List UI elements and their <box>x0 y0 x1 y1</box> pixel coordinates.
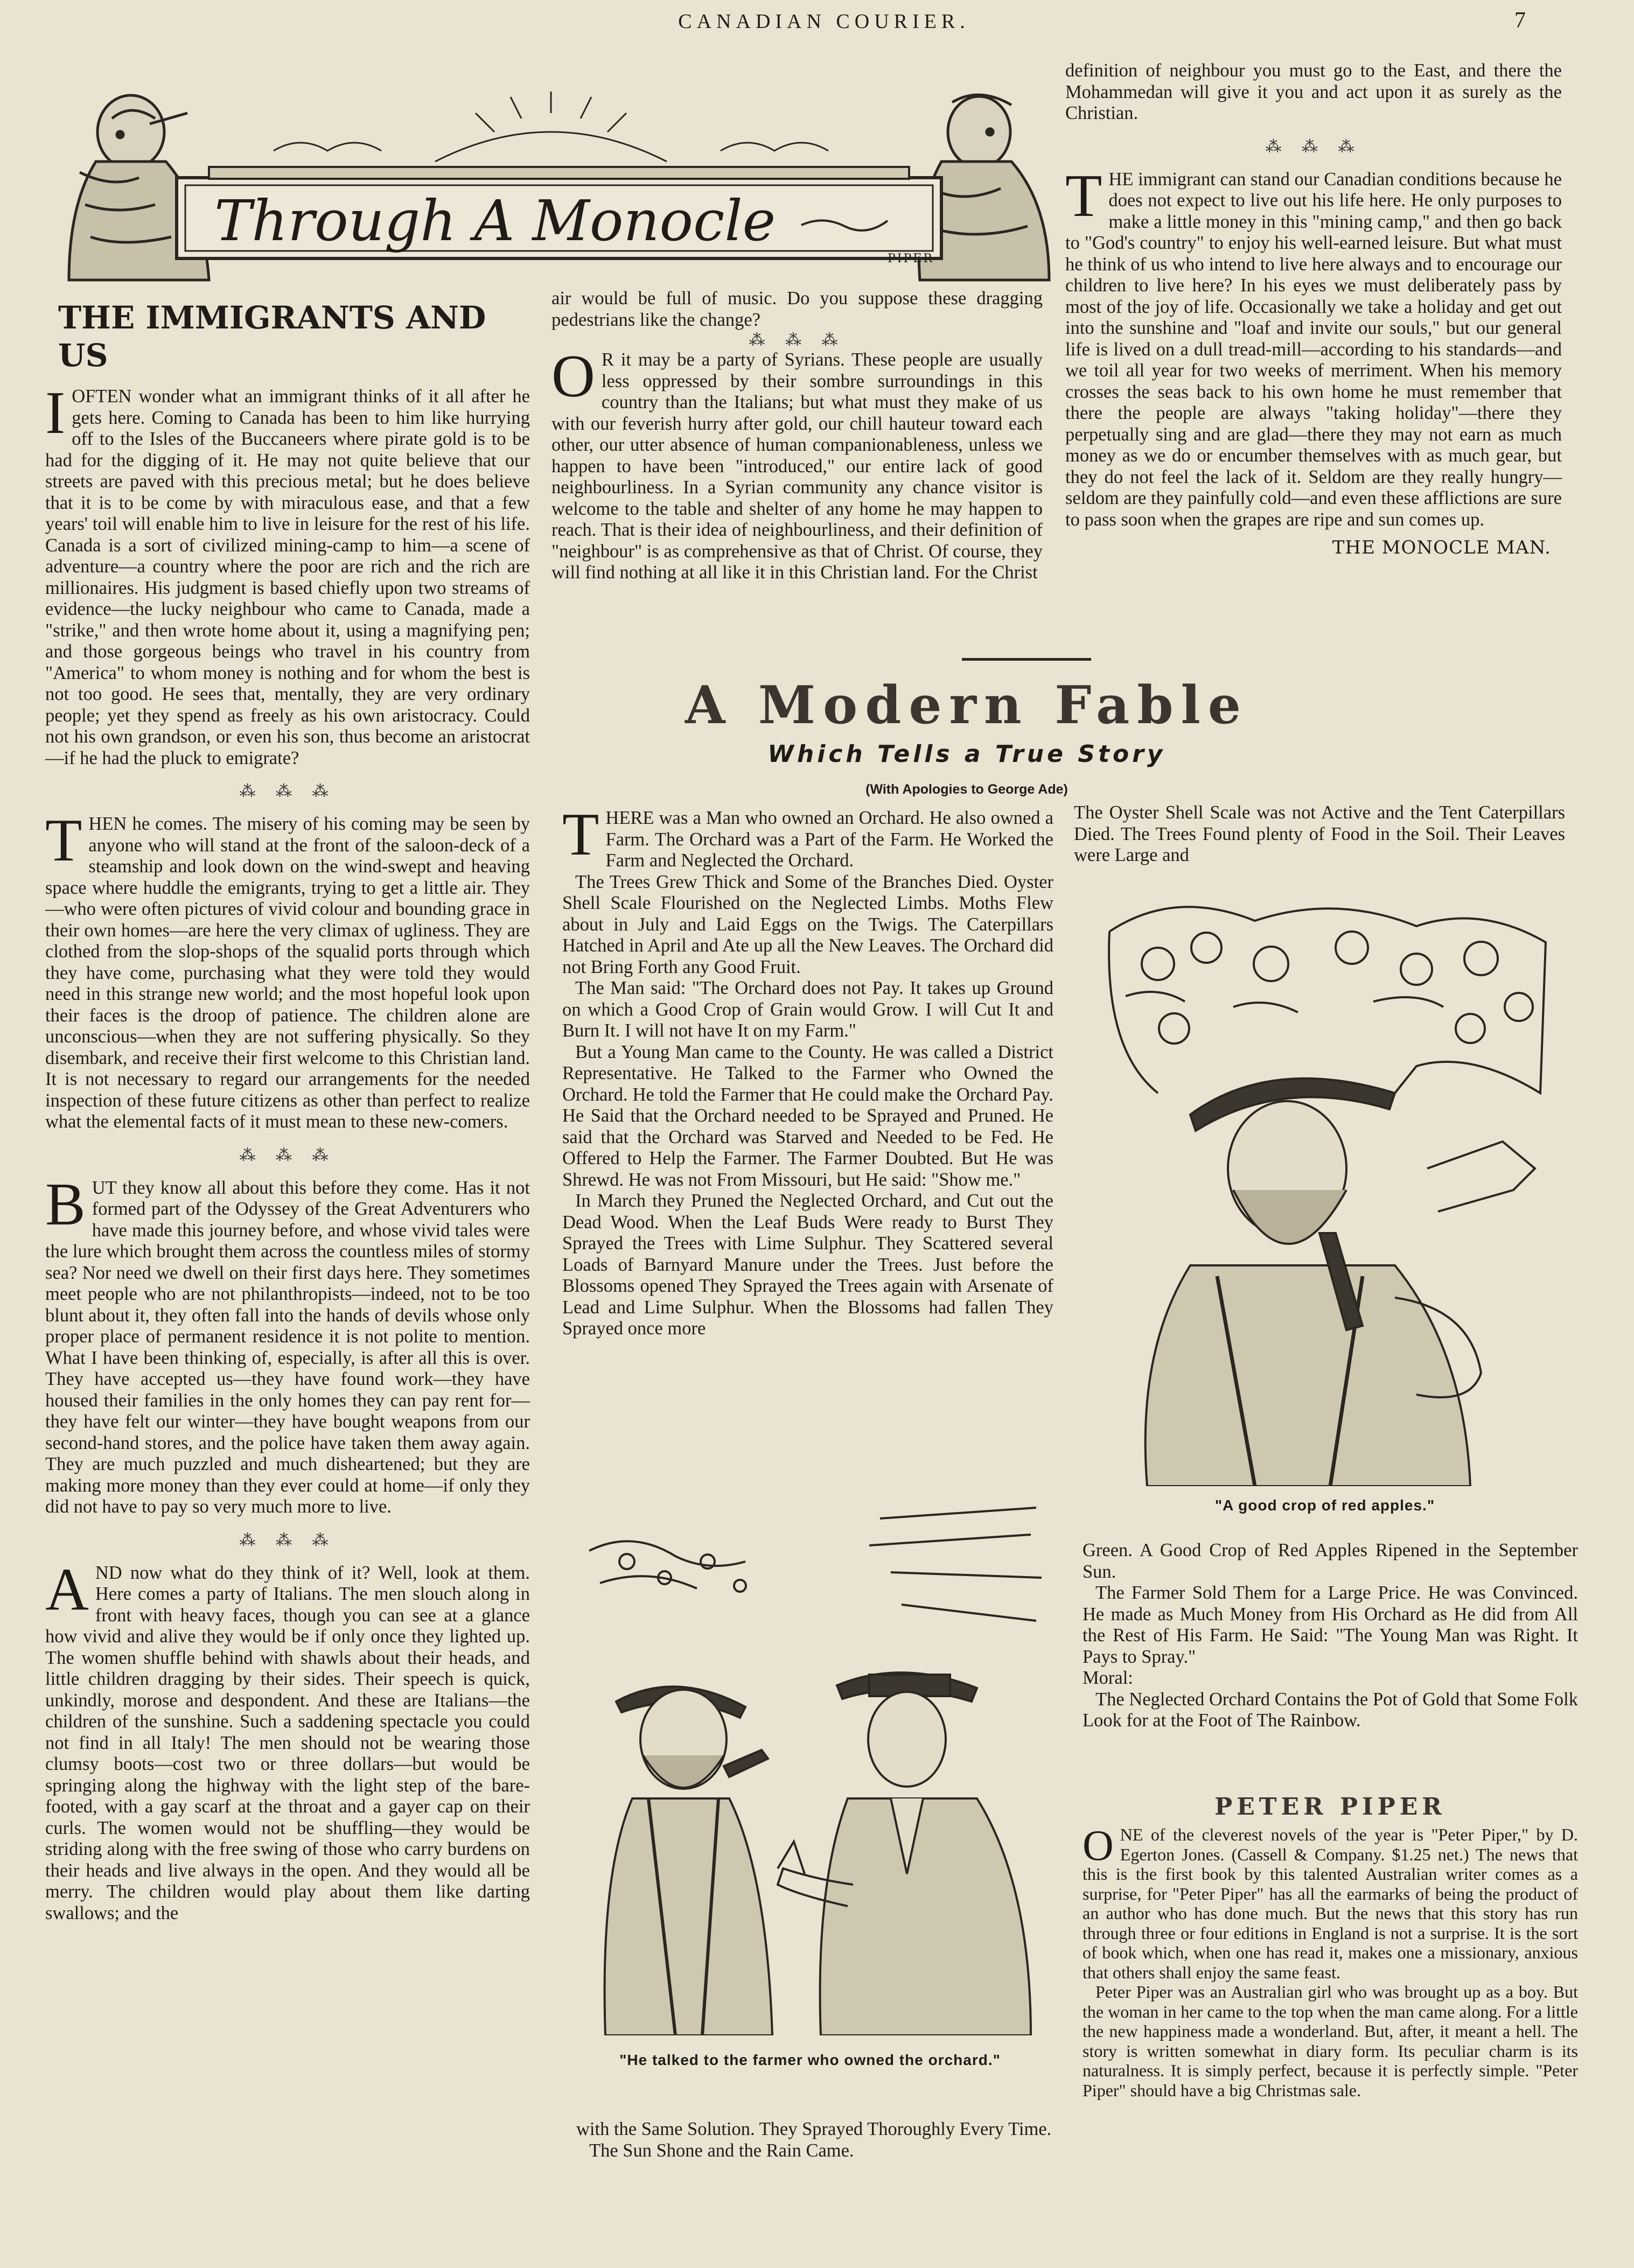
fable-moral: The Neglected Orchard Contains the Pot of Gold that Some Folk Look for at the Foot of The Rainbow. <box>1083 1689 1578 1731</box>
fable-column-left <box>562 801 1053 1486</box>
banner-artist-signature: PIPER <box>888 252 934 265</box>
column-3-top <box>1065 60 1562 642</box>
apples-caption: "A good crop of red apples." <box>1214 1497 1435 1514</box>
illustration-two-men <box>568 1497 1052 2035</box>
review-paragraph-2: Peter Piper was an Australian girl who was brought up as a boy. But the woman in her came to the top when the man came along. For a little the new happiness made a wonderland. But, after, it meant a hell. The story is written somewhat in diary form. Its peculiar charm is its naturalness. It is simply perfect, because it is perfectly simple. "Peter Piper" should have a big Christmas sale. <box>1083 1982 1578 2100</box>
section-rule <box>962 658 1091 661</box>
fable-paragraph-9: Green. A Good Crop of Red Apples Ripened in the September Sun. <box>1083 1540 1578 1582</box>
column-1 <box>45 299 530 2259</box>
article-heading: THE IMMIGRANTS AND US <box>58 299 486 374</box>
column-2-top <box>551 288 1043 643</box>
fable-column-right <box>1074 802 1565 888</box>
fable-paragraph-8: The Oyster Shell Scale was not Active and the Tent Caterpillars Died. The Trees Found plenty of Food in the Soil. Their Leaves were Large and <box>1074 802 1565 865</box>
immigrants-paragraph-2: THEN he comes. The misery of his coming may be seen by anyone who will stand at the front of the saloon-deck of a steamship and look down on the wind-swept and heaving space where huddle the emigrants, trying to get a little air. They—who were often pictures of vivid colour and bounding grace in their own homes—are here the very climax of ugliness. They are clothed from the slop-shops of the squalid ports through which they have come, purchasing what they were told they would need in this strange new world; and the most hopeful look upon their faces is the droop of patience. The children alone are unconscious—when they are not suffering physically. So they disembark, and receive their first welcome to this Christian land. It is not necessary to regard our arrangements for the needed inspection of these future citizens as other than perfect to realize what the elemental facts of it must mean to these new-comers. <box>45 807 530 1132</box>
drop-cap: B <box>45 1171 86 1238</box>
section-divider: ⁂ ⁂ ⁂ <box>239 1145 336 1165</box>
immigrants-paragraph-5-continued: definition of neighbour you must go to the East, and there the Mohammedan will give it you and act upon it as surely as the Christian. <box>1065 60 1562 123</box>
fable-apology: (With Apologies to George Ade) <box>865 782 1068 797</box>
drop-cap: T <box>562 801 599 868</box>
fable-paragraph-3: The Man said: "The Orchard does not Pay. It takes up Ground on which a Good Crop of Grain would Grow. I will Cut It and Burn It. I will not have It on my Farm." <box>562 978 1053 1041</box>
immigrants-paragraph-1: IOFTEN wonder what an immigrant thinks of it all after he gets here. Coming to Canada has been to him like hurrying off to the Isles of the Buccaneers where pirate gold is to be had for the digging of it. He may not quite believe that our streets are paved with this precious metal; but he does believe that it is to be come by with miraculous ease, and that a few years' toil will enable him to live in leisure for the rest of his life. Canada is a sort of civilized mining-camp to him—a scene of adventure—a country where the poor are rich and the rich are millionaires. His judgment is based chiefly upon two streams of evidence—the lucky neighbour who came to Canada, made a "strike," and then wrote home about it, using a magnifying pen; and those gorgeous beings who travel in his country from "America" to whom money is nothing and for whom the best is not too good. He sees that, mentally, they are very ordinary people; yet they spend as freely as his own aristocracy. Could not his own grandson, or even his son, thus become an aristocrat—if he had the pluck to emigrate? <box>45 380 530 768</box>
drop-cap: T <box>45 807 82 874</box>
drop-cap: A <box>45 1556 89 1623</box>
fable-paragraph-6: with the Same Solution. They Sprayed Thoroughly Every Time. <box>576 2119 1052 2139</box>
fable-subtitle: Which Tells a True Story <box>767 740 1166 768</box>
fable-paragraph-2: The Trees Grew Thick and Some of the Branches Died. Oyster Shell Scale Flourished on the Neglected Limbs. Moths Flew about in July and Laid Eggs on the Twigs. The Caterpillars Hatched in April and Ate up all the New Leaves. The Orchard did not Bring Forth any Good Fruit. <box>562 871 1053 977</box>
page-number: 7 <box>1514 8 1526 33</box>
section-divider: ⁂ ⁂ ⁂ <box>1265 137 1362 156</box>
immigrants-paragraph-3: BUT they know all about this before they come. Has it not formed part of the Odyssey of the Great Adventurers who have made this journey before, and whose vivid tales were the lure which brought them across the countless miles of stormy sea? Nor need we dwell on their first days here. They sometimes meet people who are not philanthropists—indeed, not to be too blunt about it, they often fall into the hands of devils whose only proper place of permanent residence it is not polite to mention. What I have been thinking of, especially, is after all this is over. They have accepted us—they have found work—they have housed their families in the only homes they can pay rent for—they have felt our winter—they have bought weapons from our second-hand stores, and the police have taken them away again. They are much puzzled and much disheartened; but they are making more money than they ever could at home—if only they did not have to pay so very much more to live. <box>45 1171 530 1517</box>
drop-cap: T <box>1065 162 1102 229</box>
section-divider: ⁂ ⁂ ⁂ <box>749 331 846 349</box>
article-signature: THE MONOCLE MAN. <box>1332 537 1551 558</box>
farmer-caption: "He talked to the farmer who owned the orchard." <box>619 2052 1001 2068</box>
fable-title: A Modern Fable <box>685 675 1248 736</box>
immigrants-paragraph-4-continued: air would be full of music. Do you suppose these dragging pedestrians like the change? <box>551 288 1043 330</box>
fable-moral-label: Moral: <box>1083 1668 1133 1688</box>
running-head: CANADIAN COURIER. <box>678 10 970 33</box>
drop-cap: I <box>45 380 66 446</box>
farmer-illustration <box>568 1497 1052 2078</box>
peter-piper-review <box>1083 1793 1578 2262</box>
drop-cap: O <box>551 343 595 410</box>
immigrants-paragraph-4: AND now what do they think of it? Well, look at them. Here comes a party of Italians. The men slouch along in front with heavy faces, though you can see at a glance how vivid and alive they would be if only once they lighted up. The women shuffle behind with shawls about their heads, and little children dragging by their sides. Their speech is quick, unkindly, morose and despondent. And these are Italians—the children of the sunshine. Such a saddening spectacle you could not find in all Italy! The men should not be wearing those clumsy boots—cost two or three dollars—but would be springing along the highway with the light step of the bare-footed, with a gay scarf at the throat and a gayer cap on their curls. The women would not be shuffling—they would be striding along with the free swing of those who carry burdens on their heads and live always in the open. And they would all be merry. The children would play about them like darting swallows; and the <box>45 1556 530 1923</box>
review-heading: PETER PIPER <box>1214 1793 1446 1821</box>
section-divider: ⁂ ⁂ ⁂ <box>239 1530 336 1550</box>
drop-cap: O <box>1083 1822 1114 1870</box>
section-divider: ⁂ ⁂ ⁂ <box>239 782 336 801</box>
banner-title: Through A Monocle <box>214 188 776 254</box>
review-paragraph-1: ONE of the cleverest novels of the year is "Peter Piper," by D. Egerton Jones. (Cassell & Company. $1.25 net.) The news that this is the first book by this talented Australian writer comes as a surprise, for "Peter Piper" has all the earmarks of being the product of an author who has done much. But the news that this story has run through three or four editions in England is not a surprise. It is the sort of book which, when one has read it, makes one a missionary, anxious that others shall enjoy the same feast. <box>1083 1822 1578 1982</box>
illustration-farmer-under-tree <box>1093 888 1556 1486</box>
immigrants-paragraph-5: O R it may be a party of Syrians. These people are usually less oppressed by their sombre surroundings in this country than the Italians; but what must they make of us with our feverish hurry after gold, our chill hauteur toward each other, our utter absence of human companionableness, unless we happen to have been "introduced," our entire lack of good neighbourliness. In a Syrian community any chance visitor is welcome to the table and shelter of any home he may happen to reach. That is their idea of neighbourliness, and their definition of "neighbour" is as comprehensive as that of Christ. Of course, they will find nothing at all like it in this Christian land. For the Christ <box>551 343 1043 583</box>
apples-illustration <box>1093 888 1556 1535</box>
fable-paragraph-4: But a Young Man came to the County. He was called a District Representative. He Talked to the Farmer who Owned the Orchard. He told the Farmer that He could make the Orchard Pay. He Said that the Orchard needed to be Sprayed and Pruned. He said that the Orchard was Starved and Needed to be Fed. He Offered to Help the Farmer. The Farmer Doubted. But He was Shrewd. He was not From Missouri, but He said: "Show me." <box>562 1041 1053 1190</box>
fable-paragraph-7: The Sun Shone and the Rain Came. <box>589 2140 854 2161</box>
fable-column-right-end <box>1083 1540 1578 1788</box>
fable-column-left-end <box>576 2119 1056 2194</box>
immigrants-paragraph-6: THE immigrant can stand our Canadian conditions because he does not expect to live out his life here. He only purposes to make a little money in this "mining camp," and then go back to "God's country" to enjoy his well-earned leisure. But what must he think of us who intend to live here always and to encourage our children to live here? In his eyes we must deliberately pass by most of the joy of life. Occasionally we take a holiday and get out into the sunshine and "loaf and invite our souls," but our general life is lived on a dull tread-mill—according to his standards—and we toil all year for two weeks of merriment. When his memory crosses the seas back to his own home he must remember that there the people are always "taking holiday"—there they perpetually sing and are glad—there they may not earn as much money as we do or encumber themselves with as much gear, but they do not feel the lack of it. Seldom are they really hungry—seldom are they painfully cold—and even these afflictions are sure to pass soon when the grapes are ripe and sun comes up. <box>1065 162 1562 530</box>
monocle-banner <box>47 81 1055 285</box>
fable-paragraph-5: In March they Pruned the Neglected Orchard, and Cut out the Dead Wood. When the Leaf Buds Were ready to Burst They Sprayed the Trees with Lime Sulphur. They Scattered several Loads of Barnyard Manure under the Trees. Just before the Blossoms opened They Sprayed the Trees again with Arsenate of Lead and Lime Sulphur. When the Blossoms had fallen They Sprayed once more <box>562 1191 1053 1339</box>
fable-paragraph-10: The Farmer Sold Them for a Large Price. He was Convinced. He made as Much Money from His Orchard as He did from All the Rest of His Farm. He Said: "The Young Man was Right. It Pays to Spray." <box>1083 1583 1578 1667</box>
fable-paragraph-1: THERE was a Man who owned an Orchard. He also owned a Farm. The Orchard was a Part of the Farm. He Worked the Farm and Neglected the Orchard. <box>562 801 1053 871</box>
